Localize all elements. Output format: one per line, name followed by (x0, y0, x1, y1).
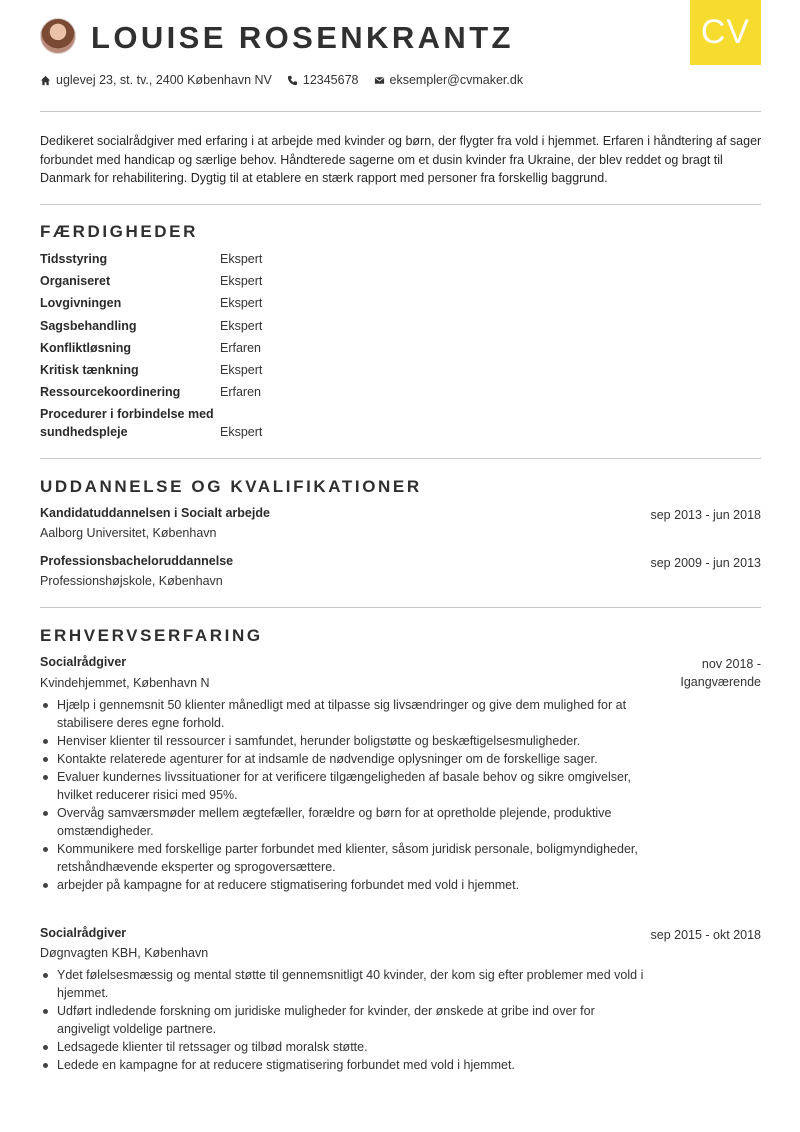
skill-level: Erfaren (220, 340, 261, 355)
envelope-icon (374, 75, 385, 86)
contact-phone (287, 73, 359, 87)
email-text: eksempler@cvmaker.dk (389, 73, 524, 87)
job-date-end: Igangværende (680, 675, 761, 689)
skill-row (40, 251, 440, 269)
list-item: Kontakte relaterede agenturer for at indsamle de nødvendige oplysninger om de forskellige sager. (40, 750, 650, 768)
skill-name: Lovgivningen (40, 296, 122, 311)
home-icon (40, 75, 51, 86)
job-employer: Kvindehjemmet, København N (40, 676, 210, 690)
education-school: Aalborg Universitet, København (40, 526, 217, 540)
education-dates: sep 2013 - jun 2018 (650, 508, 761, 522)
job-title: Socialrådgiver (40, 655, 127, 669)
skill-level: Ekspert (220, 252, 263, 266)
address-text: uglevej 23, st. tv., 2400 København NV (56, 73, 272, 87)
skill-name: Kritisk tænkning (40, 362, 139, 377)
skill-name: Tidsstyring (40, 252, 108, 266)
skill-name: Organiseret (40, 274, 111, 289)
skills-section-title: FÆRDIGHEDER (40, 222, 198, 241)
skill-name: Sagsbehandling (40, 318, 137, 333)
list-item: Udført indledende forskning om juridiske muligheder for kvinder, der ønskede at gribe ind over for angiveligt voldelige partnere. (40, 1002, 650, 1038)
divider (40, 458, 761, 459)
divider (40, 111, 761, 112)
job-employer: Døgnvagten KBH, København (40, 946, 209, 960)
education-school: Professionshøjskole, København (40, 574, 223, 588)
skill-level: Ekspert (220, 318, 263, 333)
phone-text: 12345678 (302, 73, 359, 87)
phone-icon (287, 75, 298, 86)
list-item: Hjælp i gennemsnit 50 klienter månedligt med at tilpasse sig livsændringer og give dem mulighed for at stabilisere deres egne forhold. (40, 696, 650, 732)
list-item: Ledede en kampagne for at reducere stigmatisering forbundet med vold i hjemmet. (40, 1056, 650, 1074)
skill-name: Ressourcekoordinering (40, 385, 181, 400)
job-duties-list (40, 966, 650, 1074)
skill-row (40, 340, 440, 358)
contact-email (374, 73, 524, 87)
education-degree: Professionsbacheloruddannelse (40, 554, 234, 568)
list-item: Kommunikere med forskellige parter forbundet med klienter, såsom juridisk personale, boligmyndigheder, retshåndhævende eksperter og sprogoversættere. (40, 840, 650, 876)
divider (40, 607, 761, 608)
skill-row (40, 384, 440, 402)
list-item: Ledsagede klienter til retssager og tilbød moralsk støtte. (40, 1038, 650, 1056)
candidate-name: LOUISE ROSENKRANTZ (91, 20, 514, 55)
profile-summary: Dedikeret socialrådgiver med erfaring i at arbejde med kvinder og børn, der flygter fra vold i hjemmet. Erfaren i håndtering af sager forbundet med handicap og særlige behov. Håndterede sagerne om et dusin kvinder fra Ukraine, der blev reddet og bragt til Danmark for rehabilitering. Dygtig til at etablere en stærk rapport med personer fra forskellig baggrund. (40, 134, 762, 185)
skill-level: Ekspert (220, 424, 263, 439)
skill-level: Erfaren (220, 385, 261, 400)
list-item: Ydet følelsesmæssig og mental støtte til gennemsnitligt 40 kvinder, der kom sig efter problemer med vold i hjemmet. (40, 966, 650, 1002)
education-dates: sep 2009 - jun 2013 (650, 556, 761, 570)
skill-row (40, 362, 440, 380)
contact-info (40, 73, 538, 87)
divider (40, 204, 761, 205)
education-degree: Kandidatuddannelsen i Socialt arbejde (40, 506, 270, 520)
skill-level: Ekspert (220, 362, 263, 377)
job-title: Socialrådgiver (40, 926, 127, 940)
skill-name: Konfliktløsning (40, 340, 131, 355)
skill-level: Ekspert (220, 296, 263, 311)
list-item: arbejder på kampagne for at reducere stigmatisering forbundet med vold i hjemmet. (40, 876, 650, 894)
skill-row (40, 406, 440, 441)
skill-name: Procedurer i forbindelse med sundhedspleje (40, 407, 214, 439)
education-section-title: UDDANNELSE OG KVALIFIKATIONER (40, 477, 422, 496)
skill-row (40, 273, 440, 291)
avatar (40, 18, 76, 54)
job-date-start: nov 2018 - (701, 657, 761, 671)
list-item: Evaluer kundernes livssituationer for at verificere tilgængeligheden af basale behov og sikre omgivelser, hvilket reducerer risici med 95%. (40, 768, 650, 804)
job-dates: sep 2015 - okt 2018 (650, 928, 761, 942)
list-item: Overvåg samværsmøder mellem ægtefæller, forældre og børn for at opretholde plejende, produktive omstændigheder. (40, 804, 650, 840)
list-item: Henviser klienter til ressourcer i samfundet, herunder boligstøtte og beskæftigelsesmuligheder. (40, 732, 650, 750)
skill-row (40, 295, 440, 313)
skill-row (40, 318, 440, 336)
skill-level: Ekspert (220, 274, 263, 289)
skills-list (40, 251, 440, 446)
job-dates (680, 655, 761, 691)
contact-address (40, 73, 272, 87)
cv-logo-badge: CV (690, 0, 761, 65)
experience-section-title: ERHVERVSERFARING (40, 626, 263, 645)
job-duties-list (40, 696, 650, 894)
